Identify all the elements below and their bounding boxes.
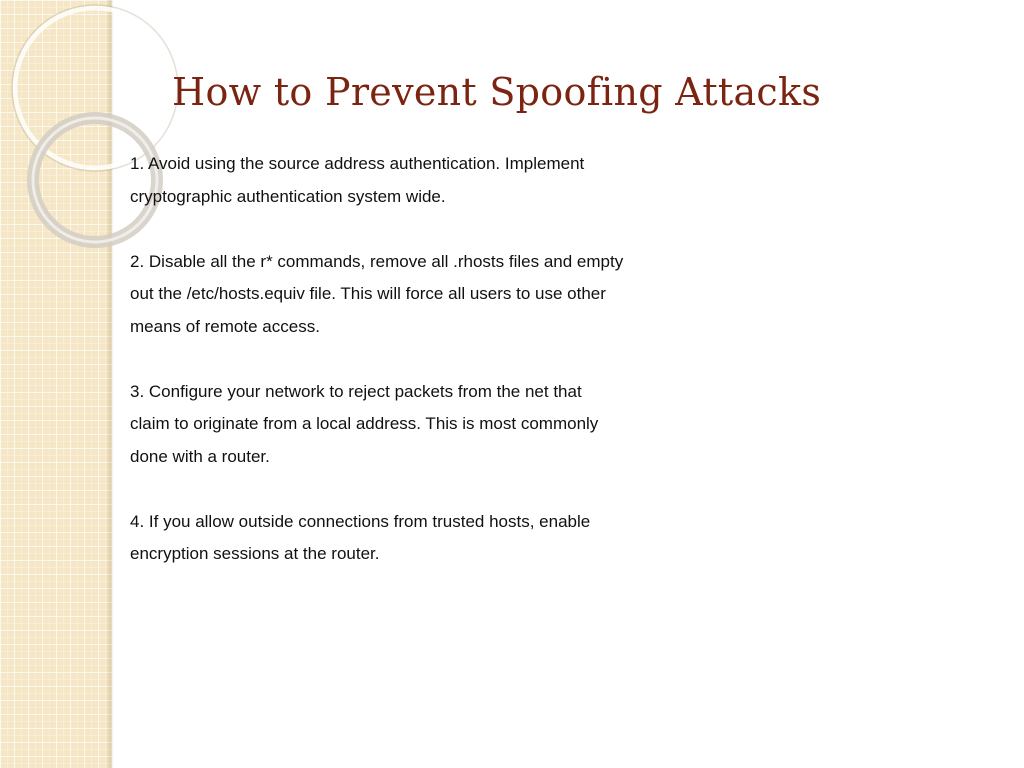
paragraph-3-line-3: done with a router.	[130, 446, 270, 466]
paragraph-2-line-3: means of remote access.	[130, 316, 320, 336]
slide-body	[130, 148, 750, 603]
side-panel-edge	[106, 0, 114, 768]
paragraph-2	[130, 246, 750, 344]
paragraph-3	[130, 376, 750, 474]
paragraph-4-line-1: 4. If you allow outside connections from trusted hosts, enable	[130, 511, 591, 531]
paragraph-4	[130, 506, 750, 571]
paragraph-2-line-1: 2. Disable all the r* commands, remove all .rhosts files and empty	[130, 251, 624, 271]
slide-title: How to Prevent Spoofing Attacks	[172, 70, 822, 114]
paragraph-4-line-2: encryption sessions at the router.	[130, 544, 380, 563]
paragraph-3-line-1: 3. Configure your network to reject packets from the net that	[130, 381, 582, 401]
decorative-side-panel	[0, 0, 112, 768]
paragraph-2-line-2: out the /etc/hosts.equiv file. This will force all users to use other	[130, 284, 606, 303]
paragraph-1	[130, 148, 750, 213]
paragraph-1-line-1: 1. Avoid using the source address authentication. Implement	[130, 154, 585, 173]
paragraph-1-line-2: cryptographic authentication system wide.	[130, 186, 446, 206]
paragraph-3-line-2: claim to originate from a local address. This is most commonly	[130, 414, 599, 433]
